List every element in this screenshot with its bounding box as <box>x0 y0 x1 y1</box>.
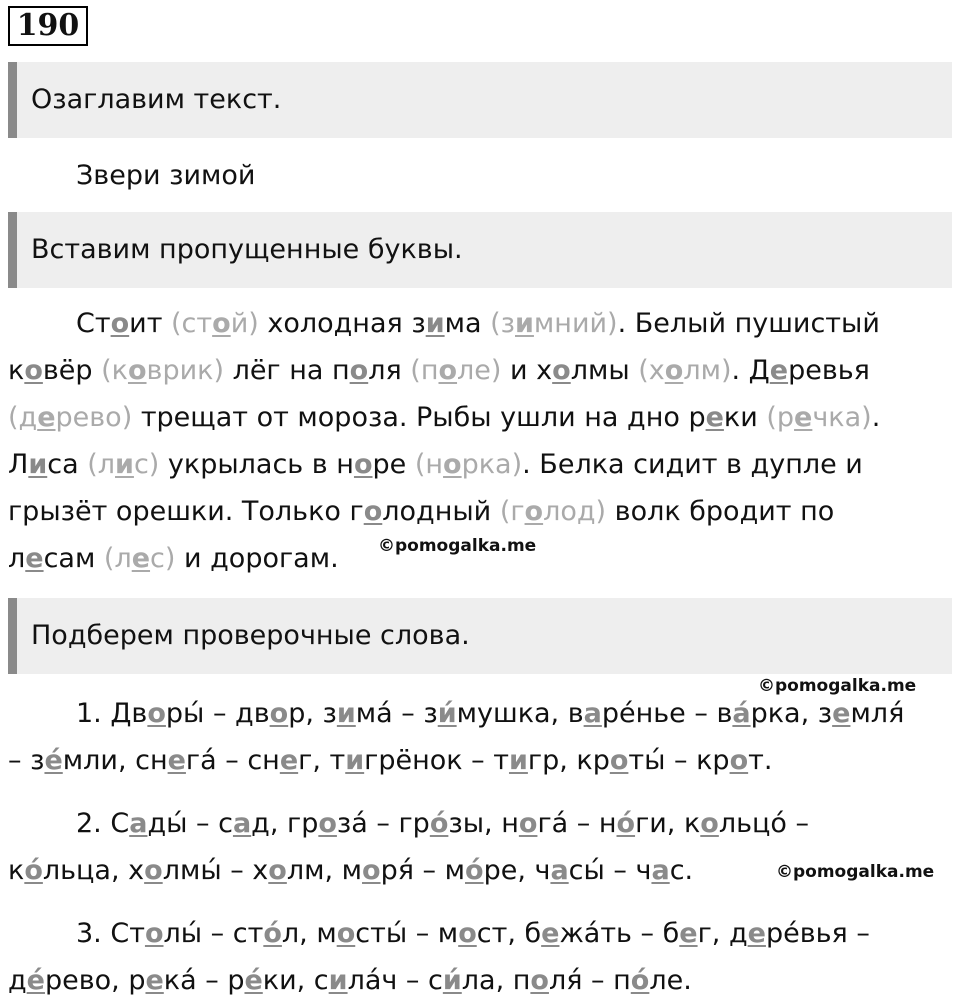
text-line <box>8 855 693 886</box>
text-segment: грёнок – т <box>364 745 509 776</box>
highlighted-vowel: о́ <box>24 855 43 886</box>
check-word-hint: с) <box>150 543 176 574</box>
highlighted-vowel: о <box>552 355 571 386</box>
text-segment: са <box>47 449 88 480</box>
text-segment: . Белый пушистый <box>617 308 880 339</box>
check-word-hint: (л <box>103 543 132 574</box>
text-segment: ля́ – п <box>548 965 631 996</box>
check-word-hint: (к <box>101 355 128 386</box>
text-segment: лы́ – ст <box>163 918 264 949</box>
highlighted-vowel: о <box>353 449 373 480</box>
highlighted-vowel: о <box>144 918 164 949</box>
text-segment: 3. Ст <box>76 918 145 949</box>
highlighted-vowel: е <box>167 745 186 776</box>
text-segment: ка́ – р <box>163 965 245 996</box>
check-word-hint: чка) <box>812 402 872 433</box>
text-segment: ма́ – з <box>355 698 438 729</box>
text-line <box>8 543 339 574</box>
highlighted-vowel: е́ <box>244 965 263 996</box>
highlighted-vowel: о <box>269 698 289 729</box>
heading-text: Вставим пропущенные буквы. <box>31 234 463 265</box>
text-segment: г, д <box>697 918 748 949</box>
highlighted-vowel: о́ <box>263 918 282 949</box>
text-segment: с. <box>669 855 694 886</box>
check-word-hint: ле) <box>457 355 502 386</box>
text-segment: мля́ <box>850 698 905 729</box>
highlighted-vowel: и <box>425 308 445 339</box>
highlighted-vowel: и <box>345 745 365 776</box>
text-segment: ги, к <box>635 808 701 839</box>
text-segment: и дорогам. <box>175 543 339 574</box>
text-segment: 1. Дв <box>76 698 148 729</box>
hint-vowel: е <box>37 402 56 433</box>
highlighted-vowel: о <box>110 308 130 339</box>
text-segment: . Д <box>731 355 770 386</box>
highlighted-vowel: о <box>24 355 43 386</box>
highlighted-vowel: о́ <box>465 855 484 886</box>
text-segment: грызёт орешки. Только г <box>8 496 364 527</box>
text-segment: ры́ – дв <box>165 698 270 729</box>
check-word-hint: (х <box>638 355 665 386</box>
text-segment: и х <box>501 355 553 386</box>
text-segment: льца, х <box>42 855 145 886</box>
highlighted-vowel: и <box>508 745 528 776</box>
highlighted-vowel: е <box>747 918 766 949</box>
text-segment: Ст <box>76 308 111 339</box>
check-word-hint: рка) <box>461 449 523 480</box>
text-segment: ты́ – кр <box>628 745 730 776</box>
highlighted-vowel: о <box>518 808 538 839</box>
text-segment: ля <box>368 355 411 386</box>
highlighted-vowel: и <box>328 965 348 996</box>
text-segment: льцо́ – <box>718 808 809 839</box>
text-segment: гр, кр <box>527 745 610 776</box>
text-segment: волк бродит по <box>606 496 835 527</box>
check-word-hint: мний) <box>533 308 618 339</box>
highlighted-vowel: а <box>232 808 252 839</box>
hint-vowel: о <box>127 355 147 386</box>
text-line <box>8 965 692 996</box>
text-line <box>8 402 880 433</box>
text-segment: ре <box>372 449 415 480</box>
text-segment: га́ – н <box>537 808 617 839</box>
text-line <box>8 745 772 776</box>
text-segment: . Белка сидит в дупле и <box>522 449 863 480</box>
text-segment: л <box>8 543 26 574</box>
check-word-hint: (р <box>766 402 795 433</box>
text-segment: трещат от мороза. Рыбы ушли на дно р <box>132 402 706 433</box>
text-segment: зы, н <box>448 808 519 839</box>
text-segment: ды́ – с <box>147 808 233 839</box>
watermark: ©pomogalka.me <box>378 536 537 556</box>
hint-vowel: о <box>212 308 231 339</box>
section-heading-check <box>8 598 952 674</box>
section-heading-insert <box>8 212 952 288</box>
highlighted-vowel: а <box>129 808 148 839</box>
check-word-hint: (п <box>410 355 439 386</box>
text-segment: вёр <box>42 355 102 386</box>
hint-vowel: о <box>443 449 462 480</box>
highlighted-vowel: и <box>28 449 48 480</box>
highlighted-vowel: о́ <box>630 965 650 996</box>
text-segment: ки, с <box>262 965 329 996</box>
text-segment: рка, з <box>750 698 833 729</box>
text-segment: мушка, в <box>456 698 584 729</box>
title-answer <box>8 152 952 199</box>
check-word-hint: (д <box>8 402 38 433</box>
text-segment: мли, сн <box>62 745 168 776</box>
text-segment: Л <box>8 449 29 480</box>
text-segment: сы́ – ч <box>568 855 652 886</box>
highlighted-vowel: и <box>336 698 356 729</box>
hint-vowel: е <box>794 402 813 433</box>
text-segment: ст, б <box>476 918 542 949</box>
section-heading-title <box>8 62 952 138</box>
text-segment: ре, ч <box>483 855 551 886</box>
text-segment: г, т <box>298 745 346 776</box>
highlighted-vowel: о <box>362 855 381 886</box>
highlighted-vowel: о <box>349 355 369 386</box>
text-segment: д, гр <box>251 808 319 839</box>
check-word-hint: рево) <box>55 402 133 433</box>
text-line <box>76 808 809 839</box>
check-word-hint: (з <box>490 308 515 339</box>
highlighted-vowel: а <box>651 855 670 886</box>
text-line <box>76 698 904 729</box>
highlighted-vowel: е́ <box>44 745 63 776</box>
text-segment: сты́ – м <box>355 918 459 949</box>
text-segment: лёг на п <box>223 355 350 386</box>
check-word-hint: (ст <box>171 308 213 339</box>
check-word-hint: (г <box>499 496 525 527</box>
text-segment: лмы <box>570 355 639 386</box>
text-segment: сам <box>43 543 104 574</box>
highlighted-vowel: е <box>25 543 44 574</box>
highlighted-vowel: а <box>583 698 602 729</box>
text-line <box>8 355 870 386</box>
check-word-hint: (н <box>414 449 444 480</box>
text-segment: ма <box>444 308 491 339</box>
text-segment: к <box>8 855 25 886</box>
text-segment: л, м <box>281 918 337 949</box>
text-segment: ла, п <box>461 965 531 996</box>
highlighted-vowel: о <box>363 496 383 527</box>
text-segment: р, з <box>288 698 337 729</box>
highlighted-vowel: е <box>279 745 299 776</box>
text-segment: ит <box>129 308 172 339</box>
text-line <box>8 449 863 480</box>
hint-vowel: е <box>131 543 151 574</box>
highlighted-vowel: е <box>705 402 724 433</box>
hint-vowel: о <box>438 355 458 386</box>
text-segment: ря́ – м <box>380 855 465 886</box>
text-segment: ревья <box>788 355 870 386</box>
highlighted-vowel: о <box>147 698 166 729</box>
highlighted-vowel: и́ <box>437 698 457 729</box>
text-segment: жа́ть – б <box>559 918 680 949</box>
text-segment: ре́нье – в <box>601 698 733 729</box>
text-line <box>76 918 870 949</box>
highlighted-vowel: е́ <box>26 965 45 996</box>
text-segment: га́ – сн <box>185 745 280 776</box>
text-segment: рево, р <box>44 965 146 996</box>
text-segment: т. <box>748 745 773 776</box>
highlighted-vowel: о <box>458 918 477 949</box>
exercise-number: 190 <box>8 6 88 46</box>
text-segment: к <box>8 355 25 386</box>
highlighted-vowel: е <box>679 918 698 949</box>
watermark: ©pomogalka.me <box>776 862 935 882</box>
check-word-hint: с) <box>133 449 160 480</box>
text-segment: за́ – гр <box>336 808 430 839</box>
text-segment: ле. <box>649 965 692 996</box>
answer-text: Звери зимой <box>76 160 256 191</box>
highlighted-vowel: о́ <box>429 808 449 839</box>
highlighted-vowel: е <box>541 918 560 949</box>
text-segment: 2. С <box>76 808 130 839</box>
text-segment: лм, м <box>286 855 363 886</box>
highlighted-vowel: е <box>769 355 789 386</box>
heading-text: Подберем проверочные слова. <box>31 620 470 651</box>
text-segment: укрылась в н <box>159 449 354 480</box>
highlighted-vowel: о <box>700 808 719 839</box>
heading-text: Озаглавим текст. <box>31 84 282 115</box>
text-segment: лодный <box>382 496 500 527</box>
watermark: ©pomogalka.me <box>758 676 917 696</box>
hint-vowel: и <box>115 449 134 480</box>
text-segment: лмы́ – х <box>162 855 269 886</box>
highlighted-vowel: о <box>530 965 549 996</box>
hint-vowel: о <box>524 496 544 527</box>
text-segment: ре́вья – <box>765 918 870 949</box>
check-word-hint: (л <box>87 449 116 480</box>
highlighted-vowel: о <box>336 918 356 949</box>
text-line <box>76 308 880 339</box>
highlighted-vowel: е <box>832 698 851 729</box>
highlighted-vowel: о <box>609 745 629 776</box>
text-line <box>8 496 834 527</box>
highlighted-vowel: а́ <box>732 698 751 729</box>
check-word-hint: врик) <box>146 355 224 386</box>
check-word-hint: лод) <box>543 496 607 527</box>
text-segment: д <box>8 965 27 996</box>
check-word-hint: лм) <box>683 355 732 386</box>
hint-vowel: и <box>515 308 534 339</box>
highlighted-vowel: е <box>145 965 164 996</box>
highlighted-vowel: о <box>318 808 337 839</box>
text-segment: холодная з <box>258 308 426 339</box>
text-segment: . <box>871 402 881 433</box>
check-word-hint: й) <box>230 308 259 339</box>
text-segment: – з <box>8 745 45 776</box>
highlighted-vowel: о <box>144 855 163 886</box>
highlighted-vowel: а <box>550 855 569 886</box>
highlighted-vowel: о́ <box>616 808 636 839</box>
hint-vowel: о <box>664 355 684 386</box>
highlighted-vowel: о <box>729 745 749 776</box>
highlighted-vowel: о <box>268 855 287 886</box>
highlighted-vowel: и́ <box>442 965 462 996</box>
text-segment: ла́ч – с <box>347 965 443 996</box>
text-segment: ки <box>723 402 767 433</box>
